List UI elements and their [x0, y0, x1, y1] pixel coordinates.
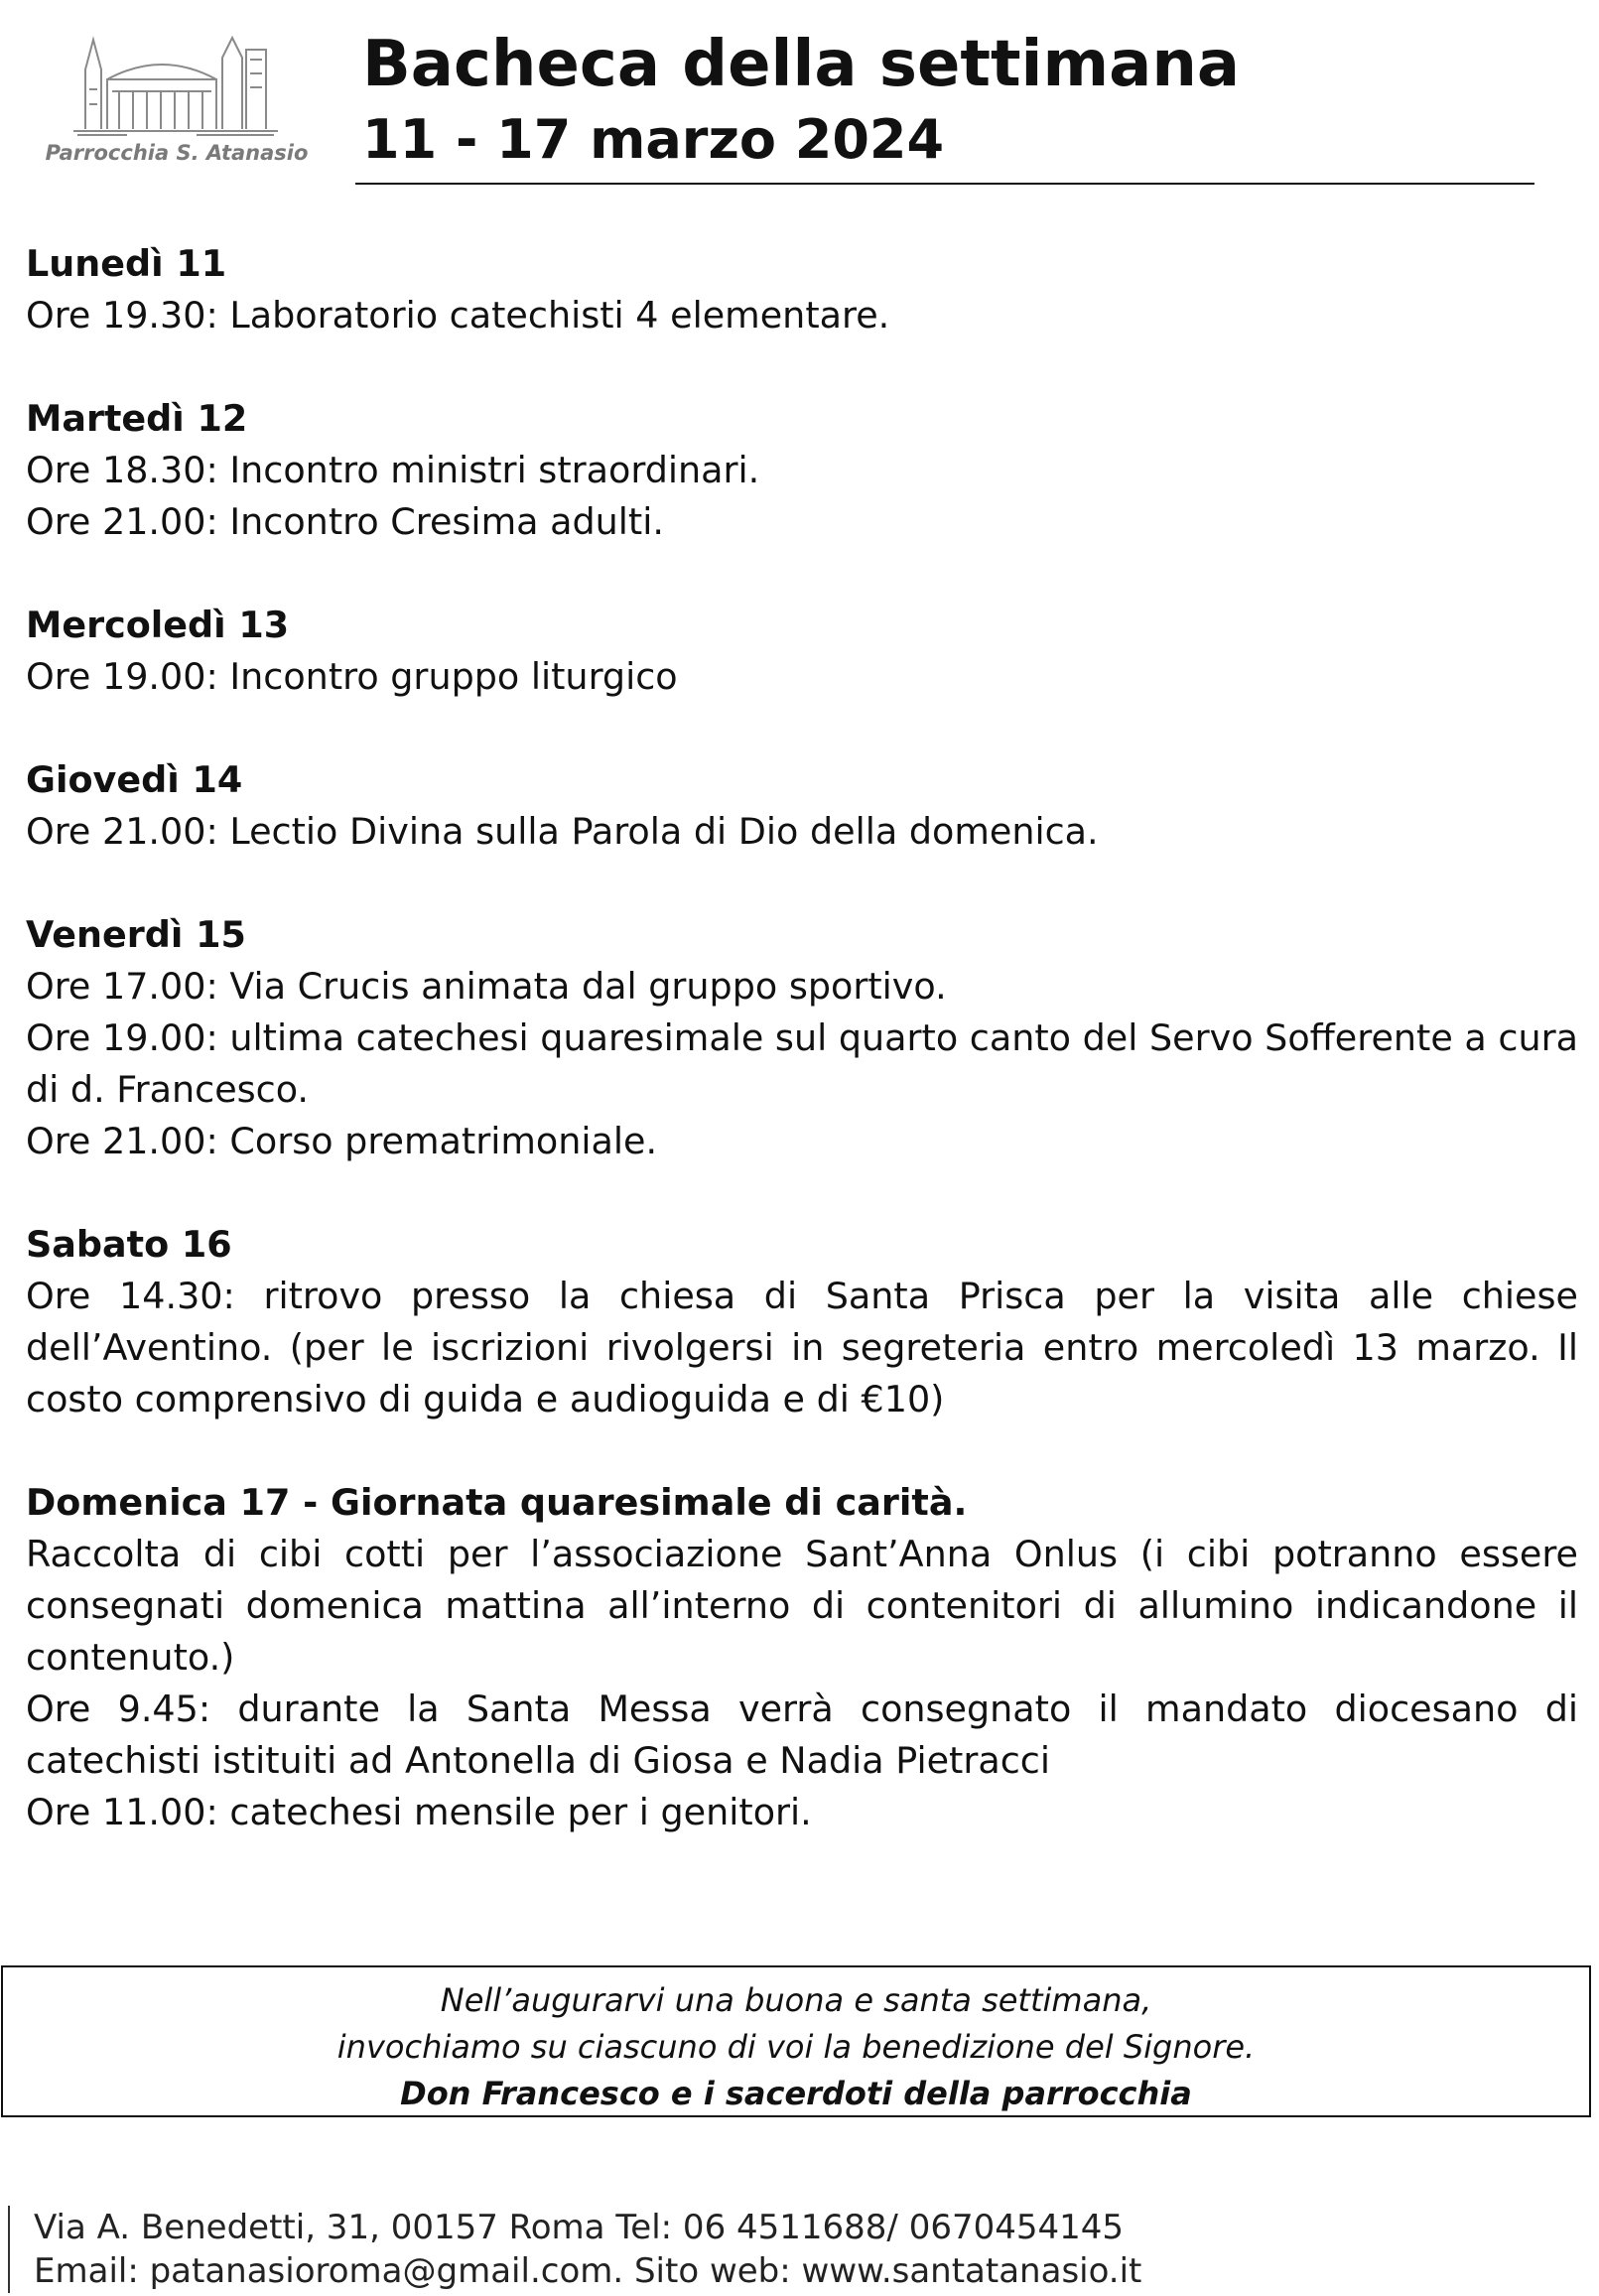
day-heading: Mercoledì 13	[26, 604, 290, 646]
event-line: Ore 11.00: catechesi mensile per i genitori.	[26, 1791, 812, 1833]
page-date-range: 11 - 17 marzo 2024	[362, 108, 945, 171]
day-section-thursday	[26, 754, 1578, 858]
event-line: Ore 18.30: Incontro ministri straordinari.	[26, 449, 760, 491]
event-line: Ore 17.00: Via Crucis animata dal gruppo sportivo.	[26, 965, 947, 1008]
contact-web: Email: patanasioroma@gmail.com. Sito web: www.santatanasio.it	[34, 2251, 1142, 2291]
event-line: Raccolta di cibi cotti per l’associazione Sant’Anna Onlus (i cibi potranno essere consegnati domenica mattina all’interno di contenitori di allumino indicandone il contenuto.)	[26, 1533, 1578, 1679]
event-line: Ore 9.45: durante la Santa Messa verrà consegnato il mandato diocesano di catechisti istituiti ad Antonella di Giosa e Nadia Pietracci	[26, 1688, 1578, 1782]
day-section-friday	[26, 909, 1578, 1167]
church-drawing-icon	[67, 30, 286, 141]
day-heading: Domenica 17 - Giornata quaresimale di carità.	[26, 1481, 968, 1524]
page-title: Bacheca della settimana	[362, 28, 1241, 101]
event-line: Ore 21.00: Lectio Divina sulla Parola di Dio della domenica.	[26, 810, 1099, 853]
parish-logo	[28, 24, 326, 183]
day-section-tuesday	[26, 393, 1578, 548]
event-line: Ore 19.00: Incontro gruppo liturgico	[26, 655, 678, 698]
event-line: Ore 14.30: ritrovo presso la chiesa di Santa Prisca per la visita alle chiese dell’Aventino. (per le iscrizioni rivolgersi in segreteria entro mercoledì 13 marzo. Il costo comprensivo di guida e audioguida e di €10)	[26, 1275, 1578, 1420]
day-heading: Martedì 12	[26, 397, 248, 440]
event-line: Ore 21.00: Incontro Cresima adulti.	[26, 500, 664, 543]
contact-address: Via A. Benedetti, 31, 00157 Roma Tel: 06 4511688/ 0670454145	[34, 2208, 1125, 2247]
day-section-monday	[26, 238, 1578, 341]
day-heading: Venerdì 15	[26, 913, 246, 956]
event-line: Ore 21.00: Corso prematrimoniale.	[26, 1120, 658, 1162]
event-line: Ore 19.30: Laboratorio catechisti 4 elementare.	[26, 294, 890, 337]
blessing-signature: Don Francesco e i sacerdoti della parrocchia	[400, 2075, 1192, 2112]
day-heading: Giovedì 14	[26, 758, 243, 801]
day-heading: Sabato 16	[26, 1223, 232, 1266]
header-divider	[355, 183, 1534, 185]
blessing-line: Nell’augurarvi una buona e santa settimana,	[440, 1981, 1152, 2019]
day-section-sunday	[26, 1477, 1578, 1838]
weekly-schedule	[26, 238, 1578, 1890]
contact-info	[8, 2206, 1141, 2293]
logo-caption: Parrocchia S. Atanasio	[45, 141, 309, 165]
blessing-line: invochiamo su ciascuno di voi la benedizione del Signore.	[336, 2028, 1256, 2066]
event-line: Ore 19.00: ultima catechesi quaresimale sul quarto canto del Servo Sofferente a cura di d. Francesco.	[26, 1016, 1578, 1111]
blessing-box	[1, 1965, 1591, 2117]
day-section-wednesday	[26, 600, 1578, 703]
day-heading: Lunedì 11	[26, 242, 227, 285]
day-section-saturday	[26, 1219, 1578, 1425]
